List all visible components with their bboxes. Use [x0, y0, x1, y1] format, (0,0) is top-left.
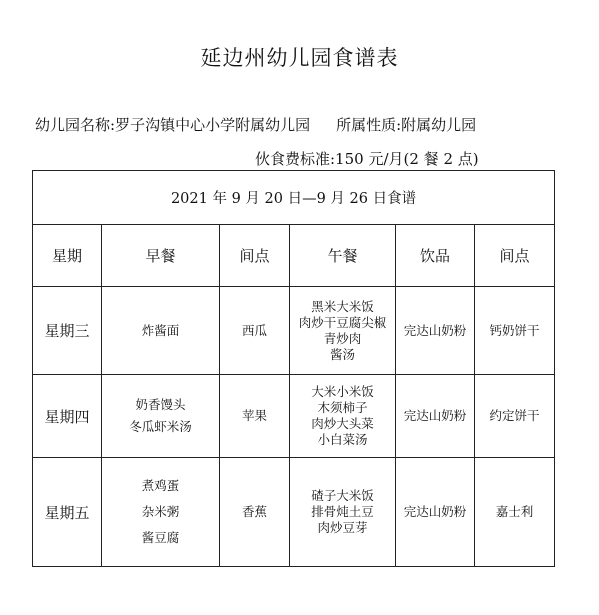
lunch-item: 肉炒大头菜 — [311, 416, 374, 431]
day-cell: 星期三 — [33, 287, 102, 375]
drink-cell: 完达山奶粉 — [396, 287, 475, 375]
col-header-day: 星期 — [33, 225, 102, 287]
fee-standard: 伙食费标准:150 元/月(2 餐 2 点) — [255, 150, 479, 168]
lunch-item: 排骨炖土豆 — [311, 504, 374, 519]
menu-period: 2021 年 9 月 20 日—9 月 26 日食谱 — [33, 171, 555, 225]
lunch-item: 肉炒干豆腐尖椒 — [298, 314, 387, 330]
lunch-item: 酱汤 — [329, 346, 355, 362]
lunch-item: 木须柿子 — [317, 400, 368, 415]
lunch-item: 大米小米饭 — [311, 384, 374, 399]
kindergarten-name-label: 幼儿园名称: — [35, 116, 116, 134]
drink-cell: 完达山奶粉 — [396, 458, 475, 567]
day-cell: 星期五 — [33, 458, 102, 567]
day-cell: 星期四 — [33, 375, 102, 458]
breakfast-cell — [102, 287, 220, 375]
snack-2-cell: 钙奶饼干 — [475, 287, 555, 375]
lunch-cell — [290, 375, 396, 458]
kindergarten-info — [35, 114, 476, 135]
drink-cell: 完达山奶粉 — [396, 375, 475, 458]
col-header-lunch: 午餐 — [290, 225, 396, 287]
kindergarten-name: 罗子沟镇中心小学附属幼儿园 — [115, 116, 311, 134]
nature-label: 所属性质: — [336, 116, 402, 134]
col-header-drink: 饮品 — [396, 225, 475, 287]
breakfast-cell — [102, 458, 220, 567]
breakfast-item: 奶香馒头 — [135, 397, 186, 412]
table-row — [33, 458, 555, 567]
lunch-item: 小白菜汤 — [317, 432, 368, 447]
lunch-item: 肉炒豆芽 — [317, 520, 368, 535]
breakfast-item: 酱豆腐 — [141, 530, 180, 545]
snack-2-cell: 嘉士利 — [475, 458, 555, 567]
snack-2-cell: 约定饼干 — [475, 375, 555, 458]
lunch-cell — [290, 458, 396, 567]
breakfast-item: 杂米粥 — [141, 504, 180, 519]
breakfast-cell — [102, 375, 220, 458]
snack-cell: 西瓜 — [220, 287, 290, 375]
page-title: 延边州幼儿园食谱表 — [200, 46, 399, 70]
table-row — [33, 375, 555, 458]
col-header-snack: 间点 — [220, 225, 290, 287]
lunch-item: 碴子大米饭 — [311, 488, 374, 503]
lunch-cell — [290, 287, 396, 375]
breakfast-item: 冬瓜虾米汤 — [129, 419, 192, 434]
lunch-item: 青炒肉 — [323, 330, 362, 346]
col-header-breakfast: 早餐 — [102, 225, 220, 287]
menu-table — [32, 170, 555, 567]
col-header-snack-2: 间点 — [475, 225, 555, 287]
nature-value: 附属幼儿园 — [401, 116, 477, 134]
table-row — [33, 287, 555, 375]
snack-cell: 香蕉 — [220, 458, 290, 567]
lunch-item: 黑米大米饭 — [311, 298, 374, 314]
breakfast-item: 煮鸡蛋 — [141, 478, 180, 493]
breakfast-item: 炸酱面 — [141, 322, 180, 338]
snack-cell: 苹果 — [220, 375, 290, 458]
